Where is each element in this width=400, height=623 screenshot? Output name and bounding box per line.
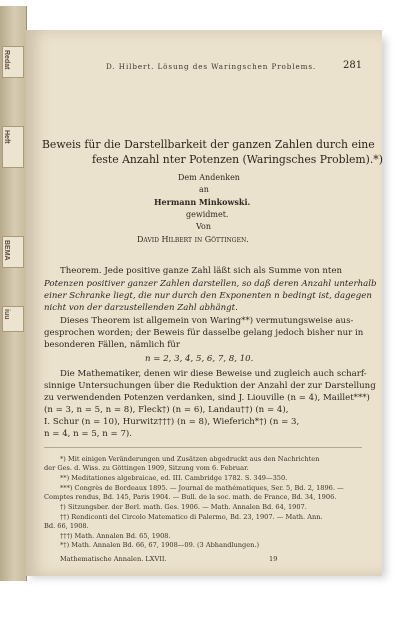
footnote-line: ††) Rendiconti del Circolo Matematico di Palermo, Bd. 23, 1907. — Math. Ann. bbox=[60, 513, 323, 521]
author-line: David Hilbert in Göttingen. bbox=[137, 235, 249, 244]
body-line: Theorem. Jede positive ganze Zahl läßt sich als Summe von nten bbox=[60, 266, 342, 276]
footnote-line: †††) Math. Annalen Bd. 65, 1908. bbox=[60, 532, 171, 540]
paper-title-line-1: Beweis für die Darstellbarkeit der ganzen Zahlen durch eine bbox=[42, 138, 375, 151]
body-line: (n = 3, n = 5, n = 8), Fleck†) (n = 6), Landau††) (n = 4), bbox=[44, 405, 289, 415]
footnote-line: Comptes rendus, Bd. 145, Paris 1904. — Bull. de la soc. math. de France, Bd. 34, 1906. bbox=[44, 493, 337, 501]
dedication-name: Hermann Minkowski. bbox=[154, 197, 251, 207]
signature-mark: 19 bbox=[269, 555, 278, 563]
spine-label: BEMA bbox=[3, 240, 10, 261]
body-line: besonderen Fällen, nämlich für bbox=[44, 340, 181, 350]
body-line: einer Schranke liegt, die nur durch den Exponenten n bedingt ist, dagegen bbox=[44, 291, 372, 301]
body-line: Dieses Theorem ist allgemein von Waring**) vermutungsweise aus- bbox=[60, 316, 354, 326]
footnote-line: *) Mit einigen Veränderungen und Zusätzen abgedruckt aus den Nachrichten bbox=[60, 455, 320, 463]
footnote-line: ***) Congrès de Bordeaux 1895. — Journal de mathématiques, Ser. 5, Bd. 2, 1896. — bbox=[60, 484, 344, 492]
running-head: D. Hilbert. Lösung des Waringschen Problems. bbox=[106, 62, 317, 71]
body-line: nicht von der darzustellenden Zahl abhängt. bbox=[44, 303, 238, 313]
book-spine bbox=[0, 6, 27, 581]
paper-page bbox=[26, 30, 382, 576]
dedication-an: an bbox=[199, 185, 209, 194]
journal-footer: Mathematische Annalen. LXVII. bbox=[60, 555, 167, 563]
footnote-line: †) Sitzungsber. der Berl. math. Ges. 1906. — Math. Annalen Bd. 64, 1907. bbox=[60, 503, 307, 511]
body-line: zu verwendenden Potenzen verdanken, sind J. Liouville (n = 4), Maillet***) bbox=[44, 393, 370, 403]
body-line: sinnige Untersuchungen über die Reduktion der Anzahl der zur Darstellung bbox=[44, 381, 376, 391]
body-line: n = 4, n = 5, n = 7). bbox=[44, 429, 133, 439]
body-line: gesprochen worden; der Beweis für dasselbe gelang jedoch bisher nur in bbox=[44, 328, 364, 338]
footnote-rule bbox=[44, 447, 362, 448]
footnote-line: **) Meditationes algebraicae, ed. III. Cambridge 1782. S. 349—350. bbox=[60, 474, 288, 482]
body-line: Die Mathematiker, denen wir diese Beweise und zugleich auch scharf- bbox=[60, 369, 367, 379]
footnote-line: der Ges. d. Wiss. zu Göttingen 1909, Sitzung vom 6. Februar. bbox=[44, 464, 249, 472]
footnote-line: Bd. 66, 1908. bbox=[44, 522, 89, 530]
spine-label: iuu bbox=[3, 309, 10, 320]
body-line: Potenzen positiver ganzer Zahlen darstellen, so daß deren Anzahl unterhalb bbox=[44, 279, 377, 289]
spine-label: Redat bbox=[3, 50, 10, 70]
dedication-gewidmet: gewidmet. bbox=[186, 210, 229, 219]
dedication-line: Dem Andenken bbox=[178, 173, 240, 182]
spine-label: Heft bbox=[3, 130, 10, 144]
body-line: I. Schur (n = 10), Hurwitz†††) (n = 8), Wieferich*†) (n = 3, bbox=[44, 417, 300, 427]
footnote-line: *†) Math. Annalen Bd. 66, 67, 1908—09. (3 Abhandlungen.) bbox=[60, 541, 260, 549]
body-formula: n = 2, 3, 4, 5, 6, 7, 8, 10. bbox=[145, 354, 254, 364]
paper-title-line-2: feste Anzahl nter Potenzen (Waringsches Problem).*) bbox=[92, 153, 383, 166]
von-label: Von bbox=[196, 222, 212, 231]
page-number: 281 bbox=[343, 60, 363, 71]
